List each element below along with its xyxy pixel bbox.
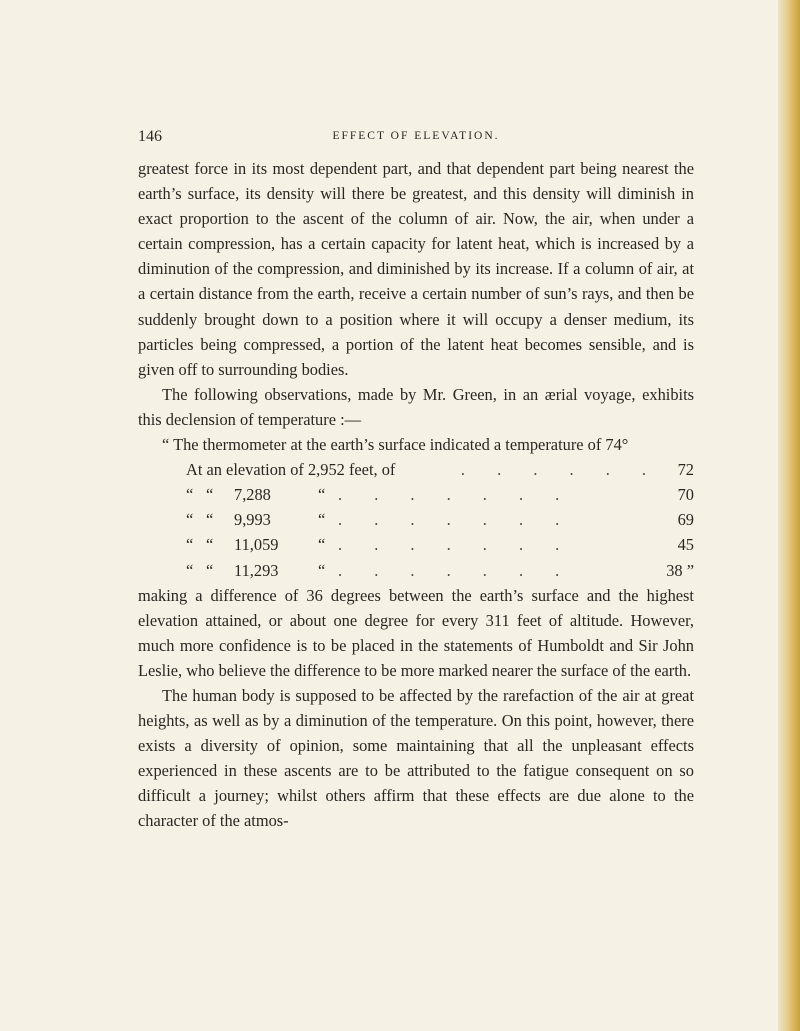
observation-row-first — [138, 457, 694, 482]
ditto-mark: “ — [318, 510, 326, 530]
observation-temperature: 45 — [677, 535, 694, 555]
paragraph-1: greatest force in its most dependent part, and that dependent part being nearest the earth’s surface, its density will there be greatest, and this density will diminish in exact proportion to the ascent of the column of air. Now, the air, when under a certain compression, has a certain capacity for latent heat, which is increased by a diminution of the compression, and diminished by its increase. If a column of air, at a certain distance from the earth, receive a certain number of sun’s rays, and then be suddenly brought down to a position where it will occupy a denser medium, its particles being compressed, a portion of the latent heat becomes sensible, and is given off to surrounding bodies. — [138, 159, 694, 379]
ditto-mark: “ — [206, 510, 214, 530]
observation-row — [138, 482, 694, 507]
observation-height: 11,293 — [234, 560, 279, 580]
ditto-mark: “ — [206, 535, 214, 555]
observation-temperature: 38 ” — [666, 560, 694, 580]
dot-leader: . . . . . . . — [338, 560, 574, 580]
observation-row — [138, 532, 694, 557]
dot-leader: . . . . . . — [460, 460, 660, 480]
ditto-mark: “ — [318, 535, 326, 555]
ditto-mark: “ — [186, 560, 194, 580]
observation-height: 11,059 — [234, 535, 279, 555]
paragraph-3-quote: “ The thermometer at the earth’s surface indicated a temperature of 74° — [162, 435, 629, 455]
observation-height: 9,993 — [234, 510, 271, 530]
dot-leader: . . . . . . . — [338, 485, 574, 505]
observation-row — [138, 507, 694, 532]
running-head — [138, 128, 694, 156]
ditto-mark: “ — [186, 535, 194, 555]
observation-temperature: 72 — [677, 460, 694, 480]
observation-height: 7,288 — [234, 485, 271, 505]
ditto-mark: “ — [206, 485, 214, 505]
ditto-mark: “ — [318, 485, 326, 505]
page-number: 146 — [138, 128, 162, 145]
ditto-mark: “ — [186, 485, 194, 505]
observation-first-text: At an elevation of 2,952 feet, of — [186, 460, 396, 480]
ditto-mark: “ — [318, 560, 326, 580]
paragraph-2: The following observations, made by Mr. Green, in an ærial voyage, exhibits this declension of temperature :— — [138, 384, 694, 429]
paragraph-5: The human body is supposed to be affected by the rarefaction of the air at great heights, as well as by a diminution of the temperature. On this point, however, there exists a diversity of opinion, some maintaining that all the unpleasant effects experienced in these ascents are to be attributed to the fatigue consequent on so difficult a journey; whilst others affirm that these effects are due alone to the character of the atmos- — [138, 685, 694, 831]
observation-row — [138, 558, 694, 583]
ditto-mark: “ — [186, 510, 194, 530]
running-title: EFFECT OF ELEVATION. — [332, 130, 500, 142]
body-text — [138, 156, 694, 834]
dot-leader: . . . . . . . — [338, 510, 574, 530]
dot-leader: . . . . . . . — [338, 535, 574, 555]
book-page — [138, 128, 694, 834]
observation-temperature: 70 — [677, 485, 694, 505]
page-gilt-edge — [778, 0, 800, 1031]
ditto-mark: “ — [206, 560, 214, 580]
observation-temperature: 69 — [677, 510, 694, 530]
paragraph-4: making a difference of 36 degrees between the earth’s surface and the highest elevation attained, or about one degree for every 311 feet of altitude. However, much more confidence is to be placed in the statements of Humboldt and Sir John Leslie, who believe the difference to be more marked nearer the surface of the earth. — [138, 585, 694, 680]
